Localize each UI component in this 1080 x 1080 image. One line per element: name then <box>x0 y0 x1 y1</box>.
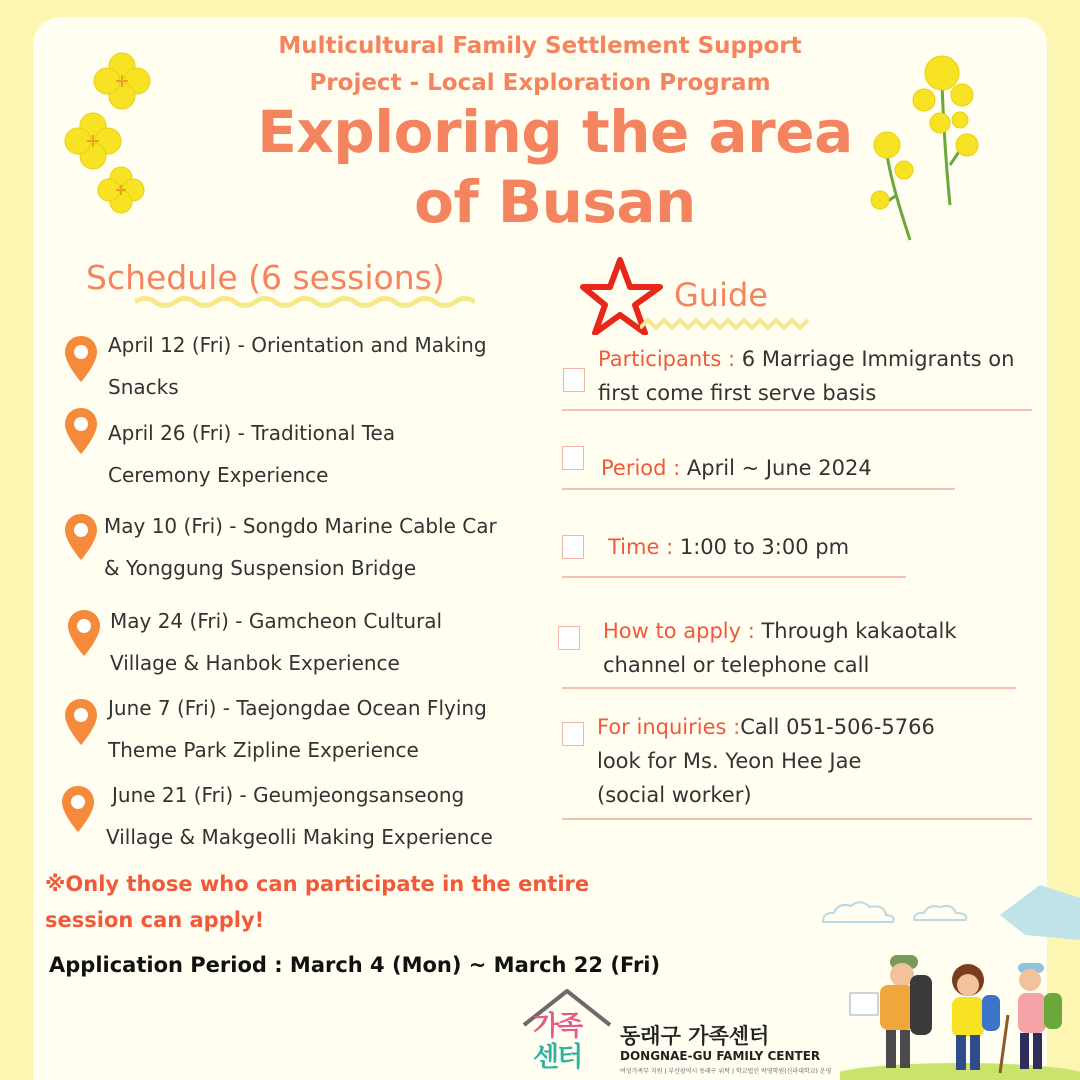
inquiry-label: For inquiries : <box>597 715 741 739</box>
divider <box>562 488 955 490</box>
divider <box>562 818 1032 820</box>
notice-line2: session can apply! <box>45 908 265 932</box>
guide-how-to-apply <box>603 614 957 682</box>
subtitle-line-1: Multicultural Family Settlement Support <box>278 33 802 59</box>
schedule-item-3-line1: May 10 (Fri) - Songdo Marine Cable Car <box>104 514 497 538</box>
schedule-item-3 <box>104 505 497 589</box>
inquiry-value-line2: look for Ms. Yeon Hee Jae <box>597 749 862 773</box>
schedule-item-2-line2: Ceremony Experience <box>108 463 329 487</box>
kite-icon <box>985 880 1080 950</box>
divider <box>562 576 906 578</box>
location-pin-icon <box>60 784 96 834</box>
inquiry-checkbox <box>562 722 584 746</box>
center-sponsors: 여성가족부 지원 | 부산광역시 동래구 위탁 | 학교법인 박영학원(신라대학교) 운영 <box>620 1068 832 1075</box>
location-pin-icon <box>63 512 99 562</box>
period-value: April ~ June 2024 <box>680 456 872 480</box>
location-pin-icon <box>66 608 102 658</box>
participants-value-line2: first come first serve basis <box>598 381 877 405</box>
guide-participants <box>598 342 1048 410</box>
apply-label: How to apply : <box>603 619 755 643</box>
participants-value: 6 Marriage Immigrants on <box>735 347 1015 371</box>
subtitle-line-2: Project - Local Exploration Program <box>309 70 771 96</box>
schedule-item-1-line1: April 12 (Fri) - Orientation and Making <box>108 333 487 357</box>
schedule-heading: Schedule (6 sessions) <box>86 258 445 297</box>
center-name-korean: 동래구 가족센터 <box>620 1024 770 1048</box>
time-value: 1:00 to 3:00 pm <box>673 535 850 559</box>
schedule-item-1 <box>108 324 487 408</box>
schedule-item-1-line2: Snacks <box>108 375 179 399</box>
schedule-item-2 <box>108 412 395 496</box>
schedule-item-6-line2: Village & Makgeolli Making Experience <box>106 825 493 849</box>
period-label: Period : <box>601 456 681 480</box>
schedule-item-4 <box>110 600 442 684</box>
guide-heading: Guide <box>674 276 768 314</box>
schedule-item-4-line1: May 24 (Fri) - Gamcheon Cultural <box>110 609 443 633</box>
schedule-item-5-line1: June 7 (Fri) - Taejongdae Ocean Flying <box>108 696 487 720</box>
period-checkbox <box>562 446 584 470</box>
guide-time <box>608 530 849 564</box>
cloud-icon <box>818 898 898 928</box>
location-pin-icon <box>63 406 99 456</box>
center-name-english: DONGNAE-GU FAMILY CENTER <box>620 1049 821 1063</box>
inquiry-value-line3: (social worker) <box>597 783 752 807</box>
schedule-item-6 <box>106 774 493 858</box>
inquiry-value: Call 051-506-5766 <box>740 715 935 739</box>
guide-period <box>601 451 872 485</box>
hikers-illustration <box>840 945 1080 1080</box>
cloud-icon <box>910 900 970 924</box>
application-period: Application Period : March 4 (Mon) ~ March 22 (Fri) <box>49 953 661 977</box>
title-line-2: of Busan <box>414 168 696 236</box>
apply-value-line2: channel or telephone call <box>603 653 870 677</box>
location-pin-icon <box>63 697 99 747</box>
time-label: Time : <box>608 535 674 559</box>
zigzag-underline <box>640 312 810 334</box>
time-checkbox <box>562 535 584 559</box>
logo-text-1: 가족 <box>533 1011 582 1042</box>
apply-value: Through kakaotalk <box>754 619 957 643</box>
schedule-item-4-line2: Village & Hanbok Experience <box>110 651 400 675</box>
schedule-item-2-line1: April 26 (Fri) - Traditional Tea <box>108 421 396 445</box>
apply-checkbox <box>558 626 580 650</box>
schedule-item-3-line2: & Yonggung Suspension Bridge <box>104 556 417 580</box>
schedule-item-5 <box>108 687 487 771</box>
wavy-underline <box>135 295 475 309</box>
participants-label: Participants : <box>598 347 736 371</box>
location-pin-icon <box>63 334 99 384</box>
schedule-item-5-line2: Theme Park Zipline Experience <box>108 738 419 762</box>
notice-line1: ※Only those who can participate in the entire <box>45 872 590 896</box>
logo-text-2: 센터 <box>533 1042 582 1073</box>
title-line-1: Exploring the area <box>257 98 853 166</box>
participants-checkbox <box>563 368 585 392</box>
guide-inquiries <box>597 710 935 812</box>
divider <box>562 409 1032 411</box>
schedule-item-6-line1: June 21 (Fri) - Geumjeongsanseong <box>112 783 465 807</box>
notice <box>45 866 685 938</box>
divider <box>562 687 1016 689</box>
